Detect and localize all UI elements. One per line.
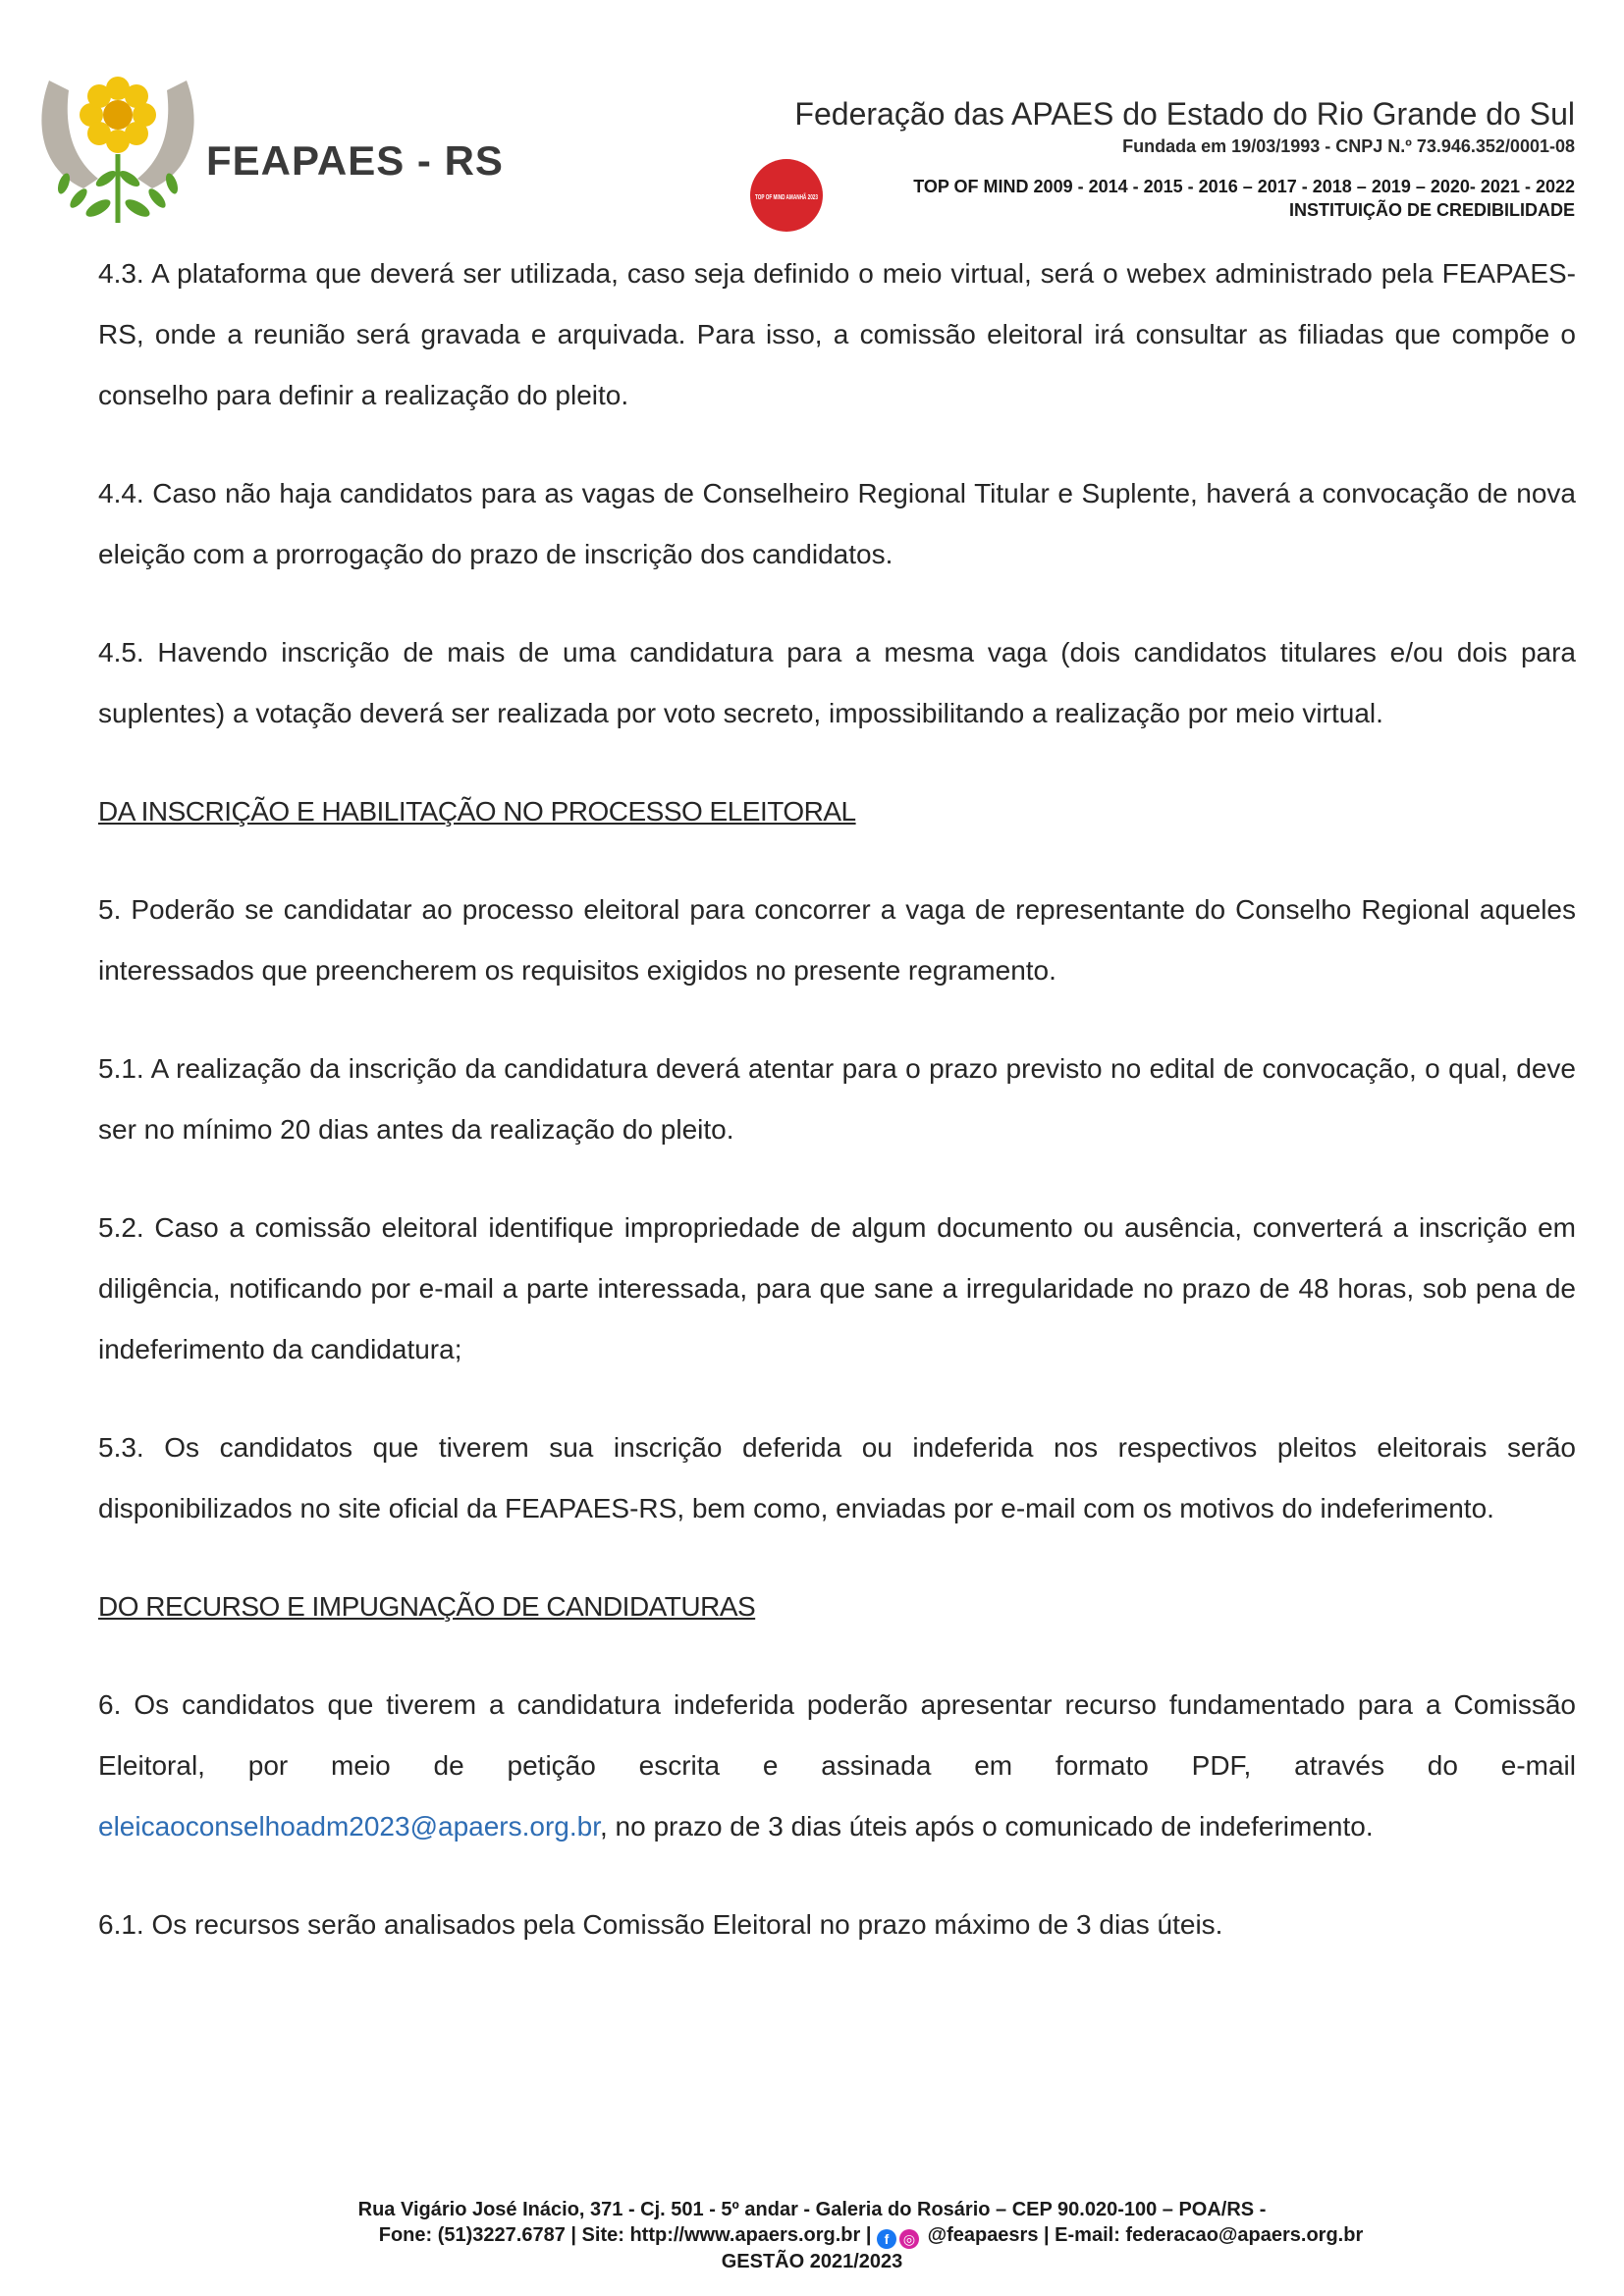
footer-social-handle: @feapaesrs [927, 2224, 1039, 2246]
top-of-mind-years: TOP OF MIND 2009 - 2014 - 2015 - 2016 – 2017 - 2018 – 2019 – 2020- 2021 - 2022 [913, 177, 1575, 196]
clause-4-4: 4.4. Caso não haja candidatos para as vagas de Conselheiro Regional Titular e Suplente, haverá a convocação de nova eleição com a prorrogação do prazo de inscrição dos candidatos. [98, 478, 1576, 569]
clause-6-1: 6.1. Os recursos serão analisados pela Comissão Eleitoral no prazo máximo de 3 dias úteis. [98, 1909, 1223, 1940]
feapaes-logo [29, 61, 206, 247]
clause-4-5: 4.5. Havendo inscrição de mais de uma candidatura para a mesma vaga (dois candidatos titulares e/ou dois para suplentes) a votação deverá ser realizada por voto secreto, impossibilitando a realização por meio virtual. [98, 637, 1576, 728]
facebook-icon[interactable]: f [877, 2229, 896, 2249]
clause-5-2: 5.2. Caso a comissão eleitoral identifique impropriedade de algum documento ou ausência, converterá a inscrição em diligência, notificando por e-mail a parte interessada, para que sane a irregularidade no prazo de 48 horas, sob pena de indeferimento da candidatura; [98, 1212, 1576, 1364]
footer-management: GESTÃO 2021/2023 [721, 2251, 903, 2272]
footer-contact [0, 2222, 1624, 2249]
clause-6-text-start: 6. Os candidatos que tiverem a candidatura indeferida poderão apresentar recurso fundamentado para a Comissão Eleitoral, por meio de petição escrita e assinada em formato PDF, através do e-mail [98, 1689, 1576, 1781]
foundation-info: Fundada em 19/03/1993 - CNPJ N.º 73.946.352/0001-08 [1122, 136, 1575, 156]
election-email-link[interactable]: eleicaoconselhoadm2023@apaers.org.br [98, 1811, 600, 1842]
top-of-mind-badge [748, 157, 849, 234]
badge-text: TOP OF MIND AMANHÃ 2023 [755, 194, 849, 201]
section-heading-recurso: DO RECURSO E IMPUGNAÇÃO DE CANDIDATURAS [98, 1591, 756, 1622]
clause-6-text-end: , no prazo de 3 dias úteis após o comunicado de indeferimento. [600, 1811, 1374, 1842]
brand-name: FEAPAES - RS [206, 137, 504, 184]
federation-title: Federação das APAES do Estado do Rio Grande do Sul [794, 96, 1575, 132]
clause-5-1: 5.1. A realização da inscrição da candidatura deverá atentar para o prazo previsto no edital de convocação, o qual, deve ser no mínimo 20 dias antes da realização do pleito. [98, 1053, 1576, 1145]
credibility-label: INSTITUIÇÃO DE CREDIBILIDADE [1288, 200, 1575, 220]
page-footer [0, 2197, 1624, 2274]
clause-6 [98, 1675, 1576, 1857]
instagram-icon[interactable]: ◎ [899, 2229, 919, 2249]
footer-email: | E-mail: federacao@apaers.org.br [1044, 2224, 1364, 2246]
footer-phone-site: Fone: (51)3227.6787 | Site: http://www.apaers.org.br | [378, 2224, 872, 2246]
footer-address: Rua Vigário José Inácio, 371 - Cj. 501 - 5º andar - Galeria do Rosário – CEP 90.020-100 – POA/RS - [357, 2199, 1267, 2220]
clause-4-3: 4.3. A plataforma que deverá ser utilizada, caso seja definido o meio virtual, será o webex administrado pela FEAPAES-RS, onde a reunião será gravada e arquivada. Para isso, a comissão eleitoral irá consultar as filiadas que compõe o conselho para definir a realização do pleito. [98, 258, 1576, 410]
clause-5-3: 5.3. Os candidatos que tiverem sua inscrição deferida ou indeferida nos respectivos pleitos eleitorais serão disponibilizados no site oficial da FEAPAES-RS, bem como, enviadas por e-mail com os motivos do indeferimento. [98, 1432, 1576, 1523]
section-heading-inscricao: DA INSCRIÇÃO E HABILITAÇÃO NO PROCESSO ELEITORAL [98, 796, 856, 827]
document-body [98, 243, 1576, 1993]
clause-5: 5. Poderão se candidatar ao processo eleitoral para concorrer a vaga de representante do Conselho Regional aqueles interessados que preencherem os requisitos exigidos no presente regramento. [98, 894, 1576, 986]
